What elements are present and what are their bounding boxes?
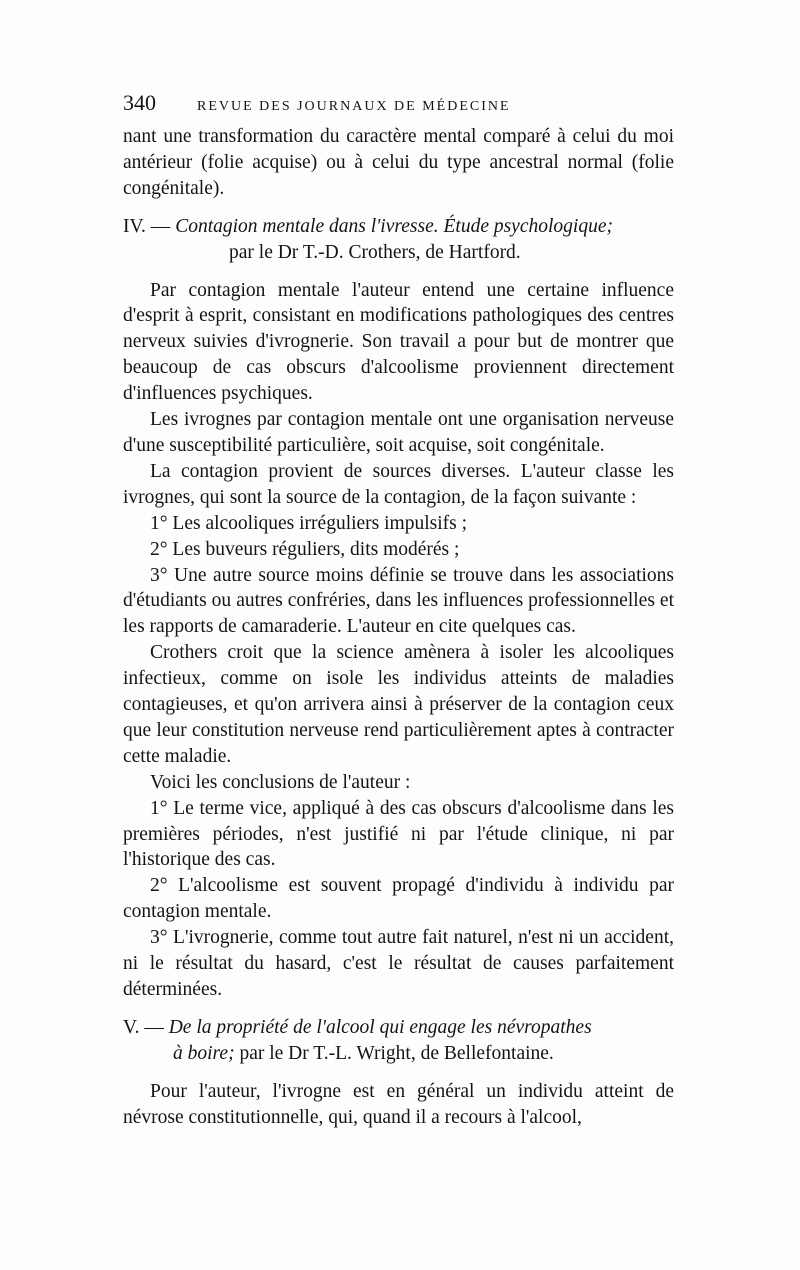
running-title: REVUE DES JOURNAUX DE MÉDECINE [197,99,511,114]
list-item: 1° Les alcooliques irréguliers impulsifs ; [150,512,468,534]
paragraph: nant une transformation du caractère mental comparé à celui du moi antérieur (folie acquise) ou à celui du type ancestral normal (folie congénitale). [123,126,674,199]
list-item: 2° Les buveurs réguliers, dits modérés ; [150,538,460,560]
page-header [123,90,674,124]
list-item: 1° Le terme vice, appliqué à des cas obscurs d'alcoolisme dans les premières périodes, n'est justifié ni par l'étude clinique, ni par l'historique des cas. [123,797,674,871]
paragraph: Par contagion mentale l'auteur entend une certaine influence d'esprit à esprit, consistant en modifications pathologiques des centres nerveux suivies d'ivrognerie. Son travail a pour but de montrer que beaucoup de cas obscurs d'alcoolisme proviennent directement d'influences psychiques. [123,279,674,405]
list-item: 3° L'ivrognerie, comme tout autre fait naturel, n'est ni un accident, ni le résultat du hasard, c'est le résultat de causes parfaitement déterminées. [123,927,674,1000]
paragraph: Les ivrognes par contagion mentale ont une organisation nerveuse d'une susceptibilité particulière, soit acquise, soit congénitale. [123,409,674,456]
section-heading-iv [123,214,674,266]
page-number: 340 [123,90,156,115]
section-title-continued: à boire; [173,1042,235,1064]
section-title: Contagion mentale dans l'ivresse. Étude psychologique; [175,215,613,237]
section-number: IV. — [123,215,176,237]
paragraph: Pour l'auteur, l'ivrogne est en général un individu atteint de névrose constitutionnelle, qui, quand il a recours à l'alcool, [123,1080,674,1128]
paragraph: Voici les conclusions de l'auteur : [150,771,411,793]
list-item: 2° L'alcoolisme est souvent propagé d'individu à individu par contagion mentale. [123,875,674,923]
section-title: De la propriété de l'alcool qui engage les névropathes [168,1016,592,1038]
section-heading-v [123,1015,674,1067]
paragraph: La contagion provient de sources diverses. L'auteur classe les ivrognes, qui sont la source de la contagion, de la façon suivante : [123,460,674,508]
section-byline: par le Dr T.-D. Crothers, de Hartford. [229,241,521,263]
list-item: 3° Une autre source moins définie se trouve dans les associations d'étudiants ou autres confréries, dans les influences professionnelles et les rapports de camaraderie. L'auteur en cite quelques cas. [123,564,674,638]
section-byline: par le Dr T.-L. Wright, de Bellefontaine. [234,1042,554,1064]
paragraph: Crothers croit que la science amènera à isoler les alcooliques infectieux, comme on isole les individus atteints de maladies contagieuses, et qu'on arrivera ainsi à préserver de la contagion ceux que leur constitution nerveuse rend particulièrement aptes à contracter cette maladie. [123,642,674,767]
section-number: V. — [123,1016,169,1038]
body-text [123,124,674,1131]
